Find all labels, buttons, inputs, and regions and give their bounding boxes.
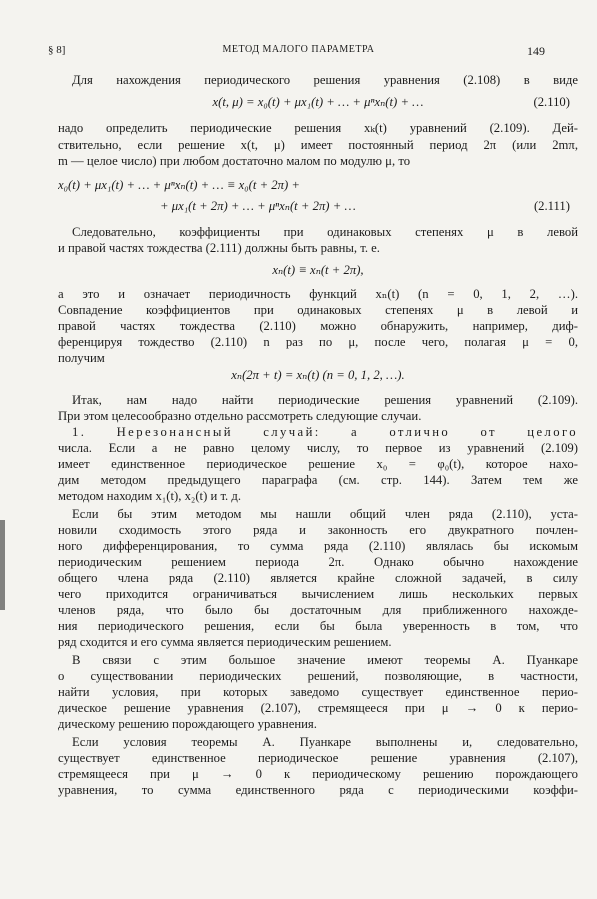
text-line: правой частях тождества (2.110) можно обнаружить, например, диф- bbox=[58, 319, 578, 333]
text-line: новили сходимость этого ряда и законность его двукратного почлен- bbox=[58, 523, 578, 537]
text-line: ствительно, если решение x(t, μ) имеет постоянный период 2π (или 2mπ, bbox=[58, 138, 578, 152]
text-line: а это и означает периодичность функций xₙ(t) (n = 0, 1, 2, …). bbox=[58, 287, 578, 301]
running-header bbox=[48, 44, 549, 60]
equation-number: (2.110) bbox=[533, 95, 570, 109]
running-title: МЕТОД МАЛОГО ПАРАМЕТРА bbox=[222, 44, 375, 55]
text-line: Если бы этим методом мы нашли общий член ряда (2.110), уста- bbox=[72, 507, 578, 521]
text-line: о существовании периодических решений, позволяющие, в частности, bbox=[58, 669, 578, 683]
text-line: найти условия, при которых заведомо существует единственное перио- bbox=[58, 685, 578, 699]
text-line: и правой частях тождества (2.111) должны быть равны, т. е. bbox=[58, 241, 380, 255]
text-line: В связи с этим большое значение имеют теоремы А. Пуанкаре bbox=[72, 653, 578, 667]
text-line: Совпадение коэффициентов при одинаковых степенях μ в левой и bbox=[58, 303, 578, 317]
section-number: § 8] bbox=[48, 44, 66, 56]
text-line: Следовательно, коэффициенты при одинаковых степенях μ в левой bbox=[72, 225, 578, 239]
text-line: имеет единственное периодическое решение x₀ = φ₀(t), которое нахо- bbox=[58, 457, 578, 471]
text-line: существует единственное периодическое решение уравнения (2.107), bbox=[58, 751, 578, 765]
text-line: ния периодического решения, если бы была уверенность в том, что bbox=[58, 619, 578, 633]
text-line: дическому решению порождающего уравнения. bbox=[58, 717, 317, 731]
equation-2-111 bbox=[160, 198, 578, 214]
page-number: 149 bbox=[527, 44, 545, 58]
text-line: периодическим решением периода 2π. Однако обычно нахождение bbox=[58, 555, 578, 569]
text-line: получим bbox=[58, 351, 105, 365]
text-line: Итак, нам надо найти периодические решения уравнений (2.109). bbox=[72, 393, 578, 407]
equation-number: (2.111) bbox=[533, 199, 570, 213]
equation-line: xₙ(2π + t) = xₙ(t) (n = 0, 1, 2, …). bbox=[231, 368, 405, 382]
text-line: числа. Если a не равно целому числу, то первое из уравнений (2.109) bbox=[58, 441, 578, 455]
text-line: уравнения, то сумма единственного ряда с периодическими коэффи- bbox=[58, 783, 578, 797]
text-line: общего члена ряда (2.110) является крайне сложной задачей, в силу bbox=[58, 571, 578, 585]
equation-line: x₀(t) + μx₁(t) + … + μⁿxₙ(t) + … ≡ x₀(t + 2π) + bbox=[58, 178, 300, 192]
equation-body: x(t, μ) = x₀(t) + μx₁(t) + … + μⁿxₙ(t) + … bbox=[212, 95, 424, 109]
text-line: стремящееся при μ → 0 к периодическому решению порождающего bbox=[58, 767, 578, 781]
text-line: Если условия теоремы А. Пуанкаре выполнены и, следовательно, bbox=[72, 735, 578, 749]
case-heading: 1. Нерезонансный случай: a отлично от целого bbox=[72, 425, 578, 439]
text-line: ряд сходится и его сумма является периодическим решением. bbox=[58, 635, 392, 649]
text-line: ференцируя тождество (2.110) n раз по μ, после чего, полагая μ = 0, bbox=[58, 335, 578, 349]
text-line: надо определить периодические решения xₖ(t) уравнений (2.109). Дей- bbox=[58, 121, 578, 135]
text-line: ного дифференцирования, то сумма ряда (2.110) являлась бы искомым bbox=[58, 539, 578, 553]
text-line: дическое решение уравнения (2.107), стремящееся при μ → 0 к перио- bbox=[58, 701, 578, 715]
text-line: чего приходится ограничиваться вычислением лишь нескольких первых bbox=[58, 587, 578, 601]
text-line: Для нахождения периодического решения уравнения (2.108) в виде bbox=[72, 73, 578, 87]
scan-binding-shadow bbox=[0, 520, 5, 610]
equation-body: + μx₁(t + 2π) + … + μⁿxₙ(t + 2π) + … bbox=[160, 199, 356, 213]
text-line: методом находим x₁(t), x₂(t) и т. д. bbox=[58, 489, 241, 503]
text-line: m — целое число) при любом достаточно малом по модулю μ, то bbox=[58, 154, 411, 168]
equation-2-110 bbox=[58, 94, 578, 110]
text-line: дим методом предыдущего параграфа (см. стр. 144). Затем тем же bbox=[58, 473, 578, 487]
text-line: членов ряда, что было бы достаточным для приближенного нахожде- bbox=[58, 603, 578, 617]
equation-line: xₙ(t) ≡ xₙ(t + 2π), bbox=[272, 263, 364, 277]
text-line: При этом целесообразно отдельно рассмотреть следующие случаи. bbox=[58, 409, 422, 423]
